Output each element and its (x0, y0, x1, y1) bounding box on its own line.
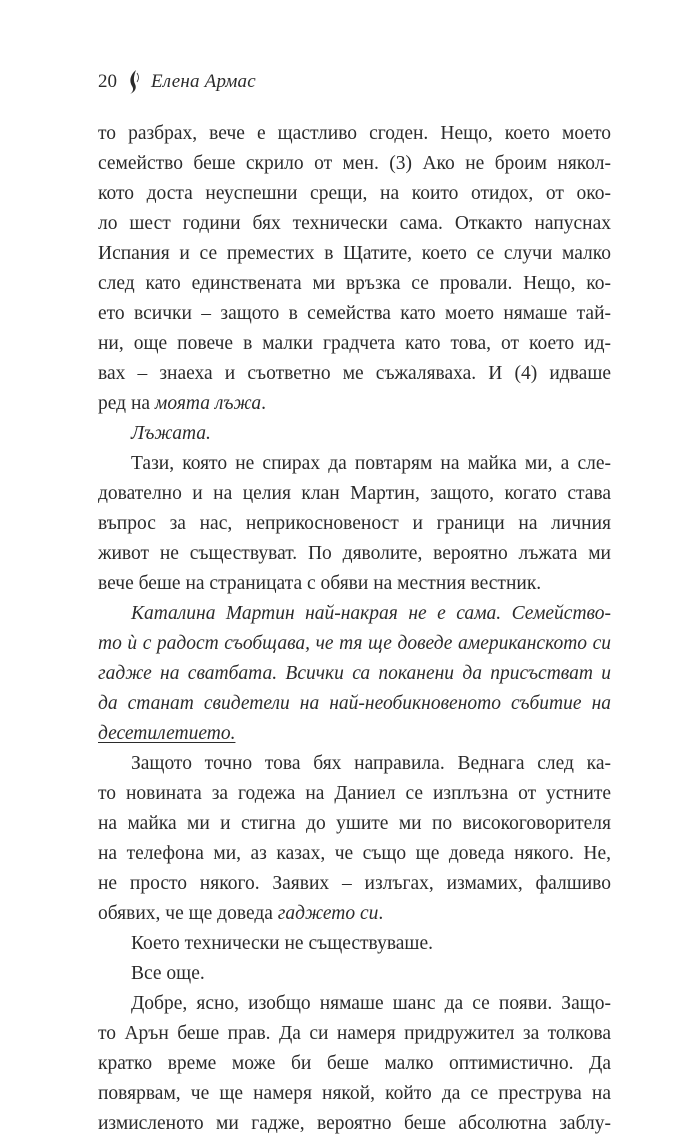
text-line: въпрос за нас, неприкосновеност и граници на личния (98, 513, 611, 534)
text-line: Защото точно това бях направила. Веднага след ка- (131, 753, 611, 774)
text-line (98, 389, 611, 419)
emphasis: десетилетието. (98, 723, 236, 744)
text-line: ни, още повече в малки градчета като това, от което ид- (98, 333, 611, 354)
text-line: Което технически не съществуваше. (131, 933, 433, 954)
text-line: Каталина Мартин най-накрая не е сама. Семейство- (131, 603, 611, 624)
text-line: то ѝ с радост съобщава, че тя ще доведе американското си (98, 633, 611, 654)
text-line: Тази, която не спирах да повтарям на майка ми, а сле- (131, 453, 611, 474)
body-text (98, 119, 611, 1139)
text-line: гадже на сватбата. Всички са поканени да присъстват и (98, 663, 611, 684)
text-line: живот не съществуват. По дяволите, вероятно лъжата ми (98, 543, 611, 564)
text-line: кратко време може би беше малко оптимистично. Да (98, 1053, 611, 1074)
text-line: то Арън беше прав. Да си намеря придружител за толкова (98, 1023, 611, 1044)
running-head (98, 66, 256, 98)
text-line: дователно и на целия клан Мартин, защото, когато става (98, 483, 611, 504)
text-line: измисленото ми гадже, вероятно беше абсолютна заблу- (98, 1113, 611, 1134)
text-line: не просто някого. Заявих – излъгах, измамих, фалшиво (98, 873, 611, 894)
text-segment: обявих, че ще доведа (98, 903, 278, 924)
text-line: на телефона ми, аз казах, че също ще доведа някого. Не, (98, 843, 611, 864)
text-segment: . (261, 393, 266, 414)
text-line: на майка ми и стигна до ушите ми по високоговорителя (98, 813, 611, 834)
text-line: вах – знаеха и съответно ме съжаляваха. И (4) идваше (98, 363, 611, 384)
author-name: Елена Армас (151, 71, 256, 92)
text-line: повярвам, че ще намеря някой, който да се преструва на (98, 1083, 611, 1104)
text-line: ето всички – защото в семейства като моето нямаше тай- (98, 303, 611, 324)
text-line: Все още. (131, 963, 205, 984)
text-segment: . (378, 903, 384, 924)
text-segment: ред на (98, 393, 155, 414)
text-line: след като единствената ми връзка се провали. Нещо, ко- (98, 273, 611, 294)
text-line: то новината за годежа на Даниел се изплъзна от устните (98, 783, 611, 804)
text-line: вече беше на страницата с обяви на местния вестник. (98, 573, 542, 594)
text-line: Добре, ясно, изобщо нямаше шанс да се появи. Защо- (131, 993, 611, 1014)
text-line: Лъжата. (131, 423, 211, 444)
text-line (98, 719, 611, 749)
text-line (98, 899, 611, 929)
text-line: да станат свидетели на най-необикновеното събитие на (98, 693, 611, 714)
text-line: кото доста неуспешни срещи, на които отидох, от око- (98, 183, 611, 204)
emphasis: гаджето си (277, 903, 379, 924)
text-line: то разбрах, вече е щастливо сгоден. Нещо, което моето (98, 123, 611, 144)
leaf-flourish-icon (127, 69, 141, 95)
text-line: ло шест години бях технически сама. Откакто напуснах (98, 213, 611, 234)
text-line: Испания и се преместих в Щатите, което се случи малко (98, 243, 611, 264)
text-line: семейство беше скрило от мен. (3) Ако не броим някол- (98, 153, 611, 174)
page-number: 20 (98, 71, 117, 92)
emphasis: моята лъжа (154, 393, 262, 414)
